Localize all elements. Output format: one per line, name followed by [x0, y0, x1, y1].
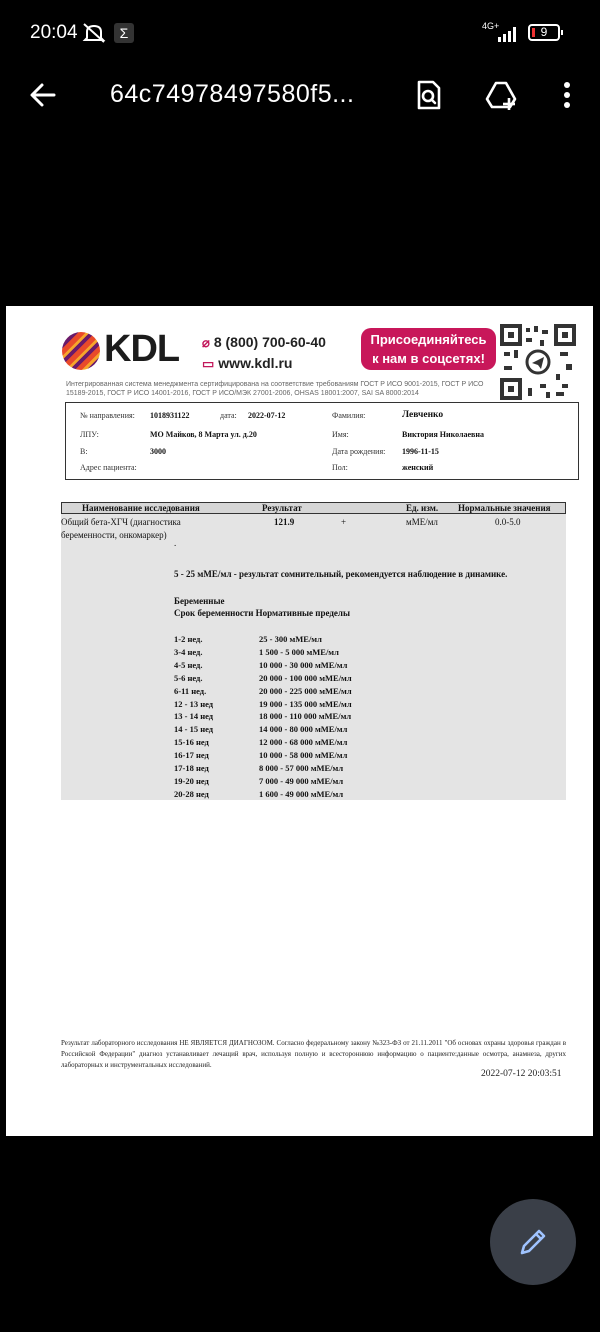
- result-norm: 0.0-5.0: [495, 517, 521, 527]
- mute-notifications-icon: [82, 22, 106, 49]
- ref-range: 8 000 - 57 000 мМЕ/мл: [259, 763, 344, 773]
- v-value: 3000: [150, 447, 166, 456]
- ref-range: 19 000 - 135 000 мМЕ/мл: [259, 698, 352, 709]
- ref-week: 16-17 нед: [174, 750, 209, 761]
- contacts: ⌀ 8 (800) 700-60-40 ▭ www.kdl.ru: [202, 334, 326, 371]
- patient-sex: женский: [402, 463, 434, 472]
- pregnant-title: Беременные: [174, 596, 225, 606]
- ref-week: 13 - 14 нед: [174, 711, 214, 722]
- app-notification-icon: Σ: [114, 23, 134, 43]
- ref-week: 15-16 нед: [174, 737, 209, 748]
- search-document-icon[interactable]: [412, 78, 446, 112]
- document-page: [6, 306, 593, 1136]
- ref-week: 14 - 15 нед: [174, 724, 214, 735]
- qr-code-icon: [500, 324, 576, 400]
- certification-text: Интегрированная система менеджмента сертифицирована на соответствие требованиям ГОСТ Р ИСО 9001-2015, ГОСТ Р ИСО 15189-2015, ГОСТ Р ИСО 14001-2016, ГОСТ Р ИСО/МЭК 27001-2006, OHSAS 18001:2007, SAI SA 8000:2014: [66, 381, 484, 397]
- result-unit: мМЕ/мл: [406, 517, 438, 527]
- ref-range: 1 500 - 5 000 мМЕ/мл: [259, 646, 339, 657]
- back-arrow-icon[interactable]: [26, 78, 60, 112]
- ref-range: 7 000 - 49 000 мМЕ/мл: [259, 775, 344, 786]
- ref-week: 6-11 нед.: [174, 685, 207, 696]
- ref-week: 5-6 нед.: [174, 672, 203, 683]
- network-type: 4G+: [482, 21, 500, 31]
- ref-week: 20-28 нед: [174, 788, 209, 799]
- patient-name: Виктория Николаевна: [402, 430, 484, 439]
- ref-week: 19-20 нед: [174, 775, 209, 786]
- patient-info-box: № направления: 1018931122 дата: 2022-07-12 ЛПУ: МО Майков, 8 Марта ул. д.20 В: 3000 Адрес пациента: Фамилия: Левченко Имя: Виктория Николаевна Дата рождения: 1996-11-15 Пол: женский: [65, 402, 579, 480]
- social-banner: Присоединяйтесь к нам в соцсетях!: [361, 328, 496, 370]
- app-bar: [0, 66, 600, 126]
- web-icon: ▭: [202, 356, 215, 371]
- ref-week: 3-4 нед.: [174, 646, 203, 657]
- battery-icon: 9: [528, 24, 560, 41]
- ref-range: 14 000 - 80 000 мМЕ/мл: [259, 724, 348, 735]
- ref-range: 18 000 - 110 000 мМЕ/мл: [259, 711, 352, 722]
- ref-range: 20 000 - 225 000 мМЕ/мл: [259, 685, 352, 696]
- report-timestamp: 2022-07-12 20:03:51: [481, 1069, 562, 1079]
- result-comment: 5 - 25 мМЕ/мл - результат сомнительный, рекомендуется наблюдение в динамике.: [174, 569, 508, 579]
- disclaimer: Результат лабораторного исследования НЕ ЯВЛЯЕТСЯ ДИАГНОЗОМ. Согласно федеральному закону №323-ФЗ от 21.11.2011 "Об основах охраны здоровья граждан в Российской Федерации" диагноз устанавливает лечащий врач, используя полную и всестороннюю информацию о пациенте:данные осмотра, анамнеза, других лабораторных и инструментальных исследований.: [61, 1039, 566, 1069]
- ref-week: 4-5 нед.: [174, 659, 203, 670]
- direction-date: 2022-07-12: [248, 411, 286, 420]
- status-bar: [0, 0, 600, 66]
- kdl-logo-icon: [62, 332, 100, 370]
- ref-range: 10 000 - 58 000 мМЕ/мл: [259, 750, 348, 761]
- more-options-icon[interactable]: [550, 78, 584, 112]
- direction-number: 1018931122: [150, 411, 190, 420]
- clock: 20:04: [30, 22, 78, 43]
- ref-week: 1-2 нед.: [174, 634, 203, 644]
- result-flag: +: [341, 517, 347, 527]
- test-name-line2: беременности, онкомаркер): [61, 530, 167, 540]
- result-value: 121.9: [274, 517, 295, 527]
- ref-range: 20 000 - 100 000 мМЕ/мл: [259, 672, 352, 683]
- results-header: Наименование исследования Результат Ед. изм. Нормальные значения: [61, 502, 566, 514]
- document-title: 64c74978497580f5...: [110, 80, 355, 108]
- patient-birthdate: 1996-11-15: [402, 447, 439, 456]
- ref-range: 1 600 - 49 000 мМЕ/мл: [259, 788, 344, 799]
- test-name-line1: Общий бета-ХГЧ (диагностика: [61, 517, 181, 527]
- pencil-icon: [516, 1225, 550, 1259]
- lpu-value: МО Майков, 8 Марта ул. д.20: [150, 430, 257, 439]
- phone-icon: ⌀: [202, 335, 210, 350]
- results-table: Наименование исследования Результат Ед. изм. Нормальные значения Общий бета-ХГЧ (диагностика беременности, онкомаркер) 121.9 + мМЕ/мл 0.0-5.0 . 5 - 25 мМЕ/мл - результат сомнительный, рекомендуется наблюдение в динамике. Беременные Срок беременности Нормативные пределы 1-2 нед. 25 - 300 мМЕ/мл 3-4 нед. 1 500 - 5 000 мМЕ/мл 4-5 нед. 10 000 - 30 000 мМЕ/мл 5-6 нед. 20 000 - 100 000 мМЕ/мл 6-11 нед. 20 000 - 225 000 мМЕ/мл 12 - 13 нед 19 000 - 135 000 мМЕ/мл 13 - 14 нед 18 000 - 110 000 мМЕ/мл 14 - 15 нед 14 000 - 80 000 мМЕ/мл 15-16 нед 12 000 - 68 000 мМЕ/мл 16-17 нед 10 000 - 58 000 мМЕ/мл 17-18 нед 8 000 - 57 000 мМЕ/мл 19-20 нед 7 000 - 49 000 мМЕ/мл 20-28 нед 1 600 - 49 000 мМЕ/мл: [61, 502, 566, 800]
- ref-week: 12 - 13 нед: [174, 698, 214, 709]
- ref-range: 10 000 - 30 000 мМЕ/мл: [259, 659, 348, 670]
- pregnant-header: Срок беременности Нормативные пределы: [174, 608, 350, 618]
- add-to-drive-icon[interactable]: [484, 78, 518, 112]
- ref-range: 25 - 300 мМЕ/мл: [259, 634, 322, 644]
- ref-range: 12 000 - 68 000 мМЕ/мл: [259, 737, 348, 748]
- kdl-logo: KDL: [62, 330, 192, 376]
- signal-icon: [498, 26, 520, 42]
- edit-button[interactable]: [490, 1199, 576, 1285]
- patient-surname: Левченко: [402, 410, 444, 420]
- ref-week: 17-18 нед: [174, 763, 209, 773]
